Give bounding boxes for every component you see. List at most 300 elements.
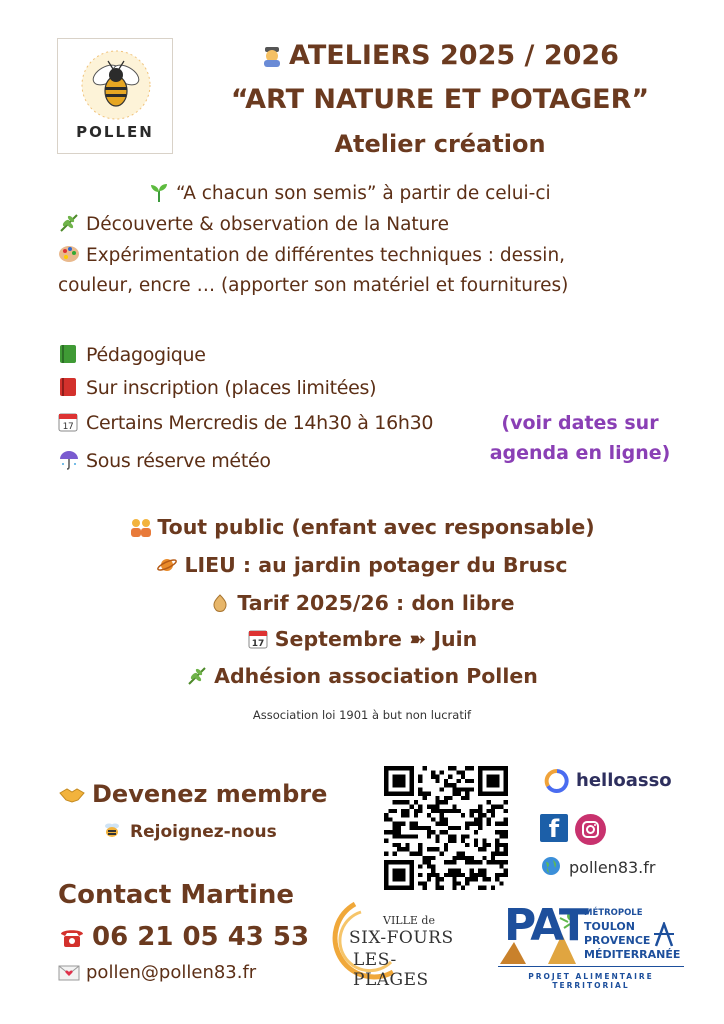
qr-module: [474, 877, 478, 881]
qr-module: [452, 839, 456, 843]
qr-module: [422, 856, 426, 860]
qr-module: [410, 826, 414, 830]
qr-module: [491, 809, 495, 813]
qr-module: [418, 881, 422, 885]
qr-module: [393, 830, 397, 834]
qr-module: [397, 826, 401, 830]
pat-logo: [498, 900, 688, 990]
pat-letters: PAT: [504, 900, 587, 951]
qr-module: [461, 873, 465, 877]
qr-module: [448, 809, 452, 813]
qr-module: [474, 873, 478, 877]
qr-module: [401, 847, 405, 851]
qr-module: [440, 770, 444, 774]
condition-text: Sous réserve météo: [86, 450, 271, 472]
qr-module: [465, 860, 469, 864]
planet-icon: [156, 555, 178, 575]
qr-module: [478, 813, 482, 817]
qr-module: [405, 847, 409, 851]
palette-icon: [58, 244, 80, 264]
condition-mercredis: [58, 412, 433, 434]
qr-module: [427, 860, 431, 864]
qr-module: [431, 830, 435, 834]
membership-title: [58, 780, 327, 808]
qr-module: [491, 852, 495, 856]
qr-module: [435, 822, 439, 826]
qr-module: [491, 886, 495, 890]
qr-module: [393, 852, 397, 856]
qr-module: [495, 877, 499, 881]
qr-module: [487, 800, 491, 804]
qr-module: [495, 873, 499, 877]
intro-line-couleur: couleur, encre … (apporter son matériel et fournitures): [58, 275, 569, 296]
qr-module: [435, 800, 439, 804]
qr-module: [435, 804, 439, 808]
qr-module: [405, 800, 409, 804]
qr-module: [418, 792, 422, 796]
qr-module: [440, 830, 444, 834]
qr-module: [499, 852, 503, 856]
qr-module: [440, 809, 444, 813]
bee-icon: [102, 820, 124, 840]
qr-module: [478, 847, 482, 851]
qr-module: [452, 873, 456, 877]
telephone-icon: [58, 925, 86, 945]
qr-module: [448, 860, 452, 864]
qr-module: [470, 779, 474, 783]
qr-module: [431, 864, 435, 868]
qr-module: [418, 809, 422, 813]
qr-module: [393, 809, 397, 813]
family-icon: [129, 517, 151, 537]
qr-module: [499, 881, 503, 885]
condition-pedagogique: [58, 344, 206, 366]
qr-module: [427, 864, 431, 868]
qr-module: [478, 860, 482, 864]
qr-module: [444, 809, 448, 813]
qr-module: [499, 822, 503, 826]
qr-module: [418, 847, 422, 851]
onion-icon: [209, 593, 231, 613]
qr-module: [504, 809, 508, 813]
qr-module: [397, 834, 401, 838]
qr-module: [457, 852, 461, 856]
qr-module: [422, 766, 426, 770]
qr-module: [422, 886, 426, 890]
sixfours-name-1: SIX-FOURS: [349, 928, 454, 948]
membership-subtitle-text: Rejoignez-nous: [130, 822, 277, 842]
pat-provence: PROVENCE: [584, 934, 651, 947]
qr-module: [448, 873, 452, 877]
qr-module: [405, 843, 409, 847]
qr-module: [414, 813, 418, 817]
red-book-icon: [58, 377, 80, 397]
qr-module: [504, 822, 508, 826]
qr-module: [452, 877, 456, 881]
qr-module: [478, 869, 482, 873]
qr-module: [444, 830, 448, 834]
qr-module: [461, 886, 465, 890]
qr-module: [482, 877, 486, 881]
qr-module: [435, 775, 439, 779]
info-periode: [0, 627, 724, 651]
qr-module: [457, 826, 461, 830]
qr-module: [414, 852, 418, 856]
svg-text:17: 17: [62, 422, 74, 432]
qr-module: [487, 877, 491, 881]
qr-module: [418, 779, 422, 783]
qr-module: [495, 843, 499, 847]
qr-module: [487, 809, 491, 813]
qr-module: [465, 834, 469, 838]
dates-note-line-1: (voir dates sur: [501, 412, 659, 434]
qr-module: [414, 826, 418, 830]
qr-module: [504, 873, 508, 877]
star-icon: [654, 922, 674, 948]
qr-module: [474, 830, 478, 834]
qr-module: [491, 856, 495, 860]
qr-module: [482, 839, 486, 843]
qr-module: [405, 834, 409, 838]
page-title: [190, 40, 690, 71]
qr-module: [504, 847, 508, 851]
qr-module: [457, 770, 461, 774]
qr-module: [491, 804, 495, 808]
qr-module: [444, 800, 448, 804]
qr-module: [427, 873, 431, 877]
pat-toulon: TOULON: [584, 920, 635, 933]
qr-module: [470, 877, 474, 881]
website-link[interactable]: [541, 856, 655, 877]
condition-text: Sur inscription (places limitées): [86, 377, 377, 399]
qr-module: [482, 886, 486, 890]
qr-module: [444, 796, 448, 800]
instagram-icon[interactable]: [575, 814, 606, 845]
qr-module: [482, 856, 486, 860]
qr-module: [397, 800, 401, 804]
qr-module: [418, 775, 422, 779]
qr-module: [465, 792, 469, 796]
qr-module: [495, 860, 499, 864]
qr-module: [418, 787, 422, 791]
qr-module: [465, 822, 469, 826]
qr-module: [457, 809, 461, 813]
qr-module: [397, 843, 401, 847]
qr-module: [401, 800, 405, 804]
qr-module: [418, 826, 422, 830]
intro-line-semis: [148, 182, 551, 204]
qr-module: [470, 860, 474, 864]
qr-module: [461, 834, 465, 838]
qr-module: [461, 813, 465, 817]
info-text: Tarif 2025/26 : don libre: [237, 591, 515, 615]
qr-module: [499, 830, 503, 834]
qr-module: [435, 881, 439, 885]
qr-module: [465, 843, 469, 847]
qr-module: [495, 822, 499, 826]
intro-text: Expérimentation de différentes techniques : dessin,: [86, 245, 566, 266]
qr-module: [444, 779, 448, 783]
qr-module: [457, 792, 461, 796]
qr-module: [405, 809, 409, 813]
qr-module: [448, 826, 452, 830]
helloasso-link[interactable]: [544, 768, 674, 796]
qr-module: [478, 804, 482, 808]
title-line-1: ATELIERS 2025 / 2026: [289, 40, 619, 71]
membership-subtitle: [102, 820, 277, 842]
qr-module: [440, 817, 444, 821]
qr-module: [401, 813, 405, 817]
info-text: Septembre ➽ Juin: [274, 627, 478, 651]
phone-number: 06 21 05 43 53: [92, 922, 310, 952]
qr-module: [388, 830, 392, 834]
qr-module: [452, 881, 456, 885]
qr-module: [405, 813, 409, 817]
qr-module: [397, 830, 401, 834]
qr-module: [461, 787, 465, 791]
qr-module: [440, 822, 444, 826]
qr-module: [435, 877, 439, 881]
qr-module: [444, 822, 448, 826]
logo-word: POLLEN: [76, 123, 154, 141]
qr-module: [448, 869, 452, 873]
qr-module: [384, 817, 388, 821]
pat-metropole: MÉTROPOLE: [584, 908, 643, 918]
qr-module: [422, 860, 426, 864]
page-subtitle: Atelier création: [334, 130, 546, 158]
qr-module: [457, 779, 461, 783]
qr-module: [444, 860, 448, 864]
qr-module: [499, 864, 503, 868]
qr-module: [504, 817, 508, 821]
qr-module: [461, 839, 465, 843]
intro-text: Découverte & observation de la Nature: [86, 214, 449, 235]
qr-module: [448, 839, 452, 843]
qr-module: [384, 839, 388, 843]
qr-module: [491, 813, 495, 817]
qr-module: [444, 847, 448, 851]
qr-module: [495, 852, 499, 856]
qr-module: [452, 860, 456, 864]
qr-module: [474, 843, 478, 847]
qr-module: [474, 839, 478, 843]
qr-module: [440, 886, 444, 890]
artist-icon: [261, 43, 283, 63]
sixfours-ville: VILLE de: [383, 914, 435, 927]
qr-module: [427, 830, 431, 834]
qr-module: [393, 843, 397, 847]
qr-module: [452, 856, 456, 860]
qr-module: [487, 860, 491, 864]
qr-module: [461, 775, 465, 779]
svg-text:17: 17: [251, 639, 265, 649]
qr-module: [474, 809, 478, 813]
qr-module: [397, 822, 401, 826]
qr-module: [418, 852, 422, 856]
qr-module: [401, 822, 405, 826]
qr-module: [393, 800, 397, 804]
qr-module: [448, 783, 452, 787]
association-note: Association loi 1901 à but non lucratif: [252, 708, 472, 722]
qr-module: [427, 826, 431, 830]
qr-module: [410, 804, 414, 808]
qr-module: [482, 873, 486, 877]
qr-module: [452, 869, 456, 873]
title-line-2: “ART NATURE ET POTAGER”: [230, 84, 650, 115]
qr-module: [474, 860, 478, 864]
qr-module: [401, 809, 405, 813]
qr-module: [427, 856, 431, 860]
condition-meteo: [58, 450, 271, 472]
qr-module: [461, 852, 465, 856]
qr-module: [431, 809, 435, 813]
qr-module: [427, 834, 431, 838]
qr-module: [461, 770, 465, 774]
website-text: pollen83.fr: [569, 858, 656, 877]
qr-module: [435, 809, 439, 813]
qr-module: [431, 775, 435, 779]
qr-module: [448, 766, 452, 770]
info-lieu: [0, 553, 724, 577]
condition-inscription: [58, 377, 376, 399]
qr-module: [482, 847, 486, 851]
qr-module: [457, 869, 461, 873]
qr-module: [435, 779, 439, 783]
qr-module: [431, 770, 435, 774]
qr-module: [435, 886, 439, 890]
qr-module: [465, 877, 469, 881]
qr-module: [431, 847, 435, 851]
qr-module: [491, 860, 495, 864]
qr-module: [384, 830, 388, 834]
qr-module: [487, 843, 491, 847]
qr-module: [482, 869, 486, 873]
qr-module: [465, 826, 469, 830]
qr-module: [435, 796, 439, 800]
qr-module: [422, 881, 426, 885]
qr-module: [418, 804, 422, 808]
qr-module: [478, 822, 482, 826]
qr-module: [470, 787, 474, 791]
love-letter-icon: [58, 963, 80, 983]
qr-module: [414, 800, 418, 804]
qr-module: [440, 877, 444, 881]
qr-module: [474, 822, 478, 826]
qr-module: [448, 775, 452, 779]
qr-module: [452, 792, 456, 796]
qr-code-image: [384, 766, 508, 890]
qr-module: [465, 787, 469, 791]
condition-text: Certains Mercredis de 14h30 à 16h30: [86, 412, 434, 434]
six-fours-logo: [315, 898, 465, 990]
qr-module: [457, 873, 461, 877]
qr-module: [401, 834, 405, 838]
qr-module: [478, 817, 482, 821]
qr-module: [444, 843, 448, 847]
qr-module: [499, 804, 503, 808]
qr-module: [440, 813, 444, 817]
qr-code[interactable]: [384, 766, 508, 890]
qr-module: [482, 813, 486, 817]
globe-icon: [541, 856, 563, 876]
qr-module: [457, 856, 461, 860]
info-tarif: [0, 591, 724, 615]
qr-module: [504, 830, 508, 834]
dates-note: [482, 412, 678, 464]
calendar-icon: [58, 412, 80, 432]
qr-module: [393, 822, 397, 826]
qr-module: [470, 813, 474, 817]
qr-module: [414, 834, 418, 838]
contact-email[interactable]: [58, 962, 256, 983]
qr-module: [444, 873, 448, 877]
dates-note-line-2: agenda en ligne): [489, 442, 671, 464]
qr-module: [465, 779, 469, 783]
pollen-logo: [57, 38, 173, 154]
qr-module: [452, 766, 456, 770]
intro-line-experimentation: [58, 244, 565, 266]
qr-module: [478, 826, 482, 830]
qr-module: [478, 886, 482, 890]
qr-module: [431, 817, 435, 821]
qr-module: [448, 796, 452, 800]
qr-module: [461, 796, 465, 800]
qr-module: [422, 826, 426, 830]
condition-text: Pédagogique: [86, 344, 206, 366]
qr-module: [457, 881, 461, 885]
qr-module: [397, 847, 401, 851]
umbrella-icon: [58, 450, 80, 470]
qr-module: [384, 852, 388, 856]
qr-module: [435, 839, 439, 843]
qr-module: [410, 834, 414, 838]
facebook-icon[interactable]: f: [540, 814, 568, 842]
qr-module: [414, 809, 418, 813]
qr-module: [452, 834, 456, 838]
qr-module: [461, 856, 465, 860]
info-adhesion: [0, 664, 724, 688]
qr-module: [410, 822, 414, 826]
qr-module: [504, 852, 508, 856]
qr-module: [427, 877, 431, 881]
qr-module: [504, 843, 508, 847]
qr-module: [427, 804, 431, 808]
qr-module: [495, 830, 499, 834]
qr-module: [495, 839, 499, 843]
qr-module: [478, 873, 482, 877]
qr-module: [393, 826, 397, 830]
qr-module: [422, 792, 426, 796]
qr-module: [499, 834, 503, 838]
sixfours-name-2: LES-PLAGES: [353, 950, 429, 990]
qr-module: [393, 834, 397, 838]
contact-phone[interactable]: [58, 922, 309, 952]
qr-module: [474, 817, 478, 821]
intro-text: “A chacun son semis” à partir de celui-ci: [176, 183, 551, 204]
qr-module: [431, 869, 435, 873]
qr-module: [470, 869, 474, 873]
qr-module: [470, 873, 474, 877]
qr-module: [452, 826, 456, 830]
info-text: Tout public (enfant avec responsable): [157, 515, 595, 539]
qr-module: [478, 809, 482, 813]
green-book-icon: [58, 344, 80, 364]
qr-module: [444, 817, 448, 821]
qr-module: [504, 834, 508, 838]
qr-module: [495, 847, 499, 851]
qr-module: [487, 817, 491, 821]
info-text: Adhésion association Pollen: [214, 664, 538, 688]
